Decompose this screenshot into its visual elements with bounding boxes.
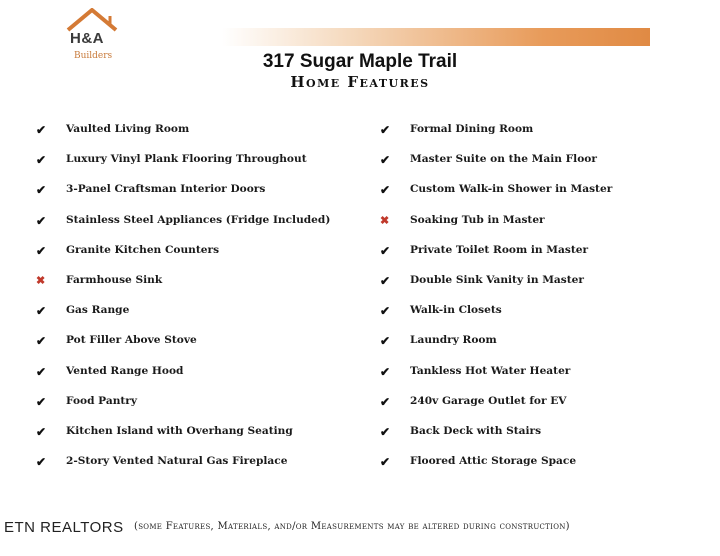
feature-label: Private Toilet Room in Master xyxy=(410,243,589,256)
checkmark-icon: ✔ xyxy=(380,424,391,439)
checkmark-icon: ✔ xyxy=(36,153,47,168)
feature-label: Stainless Steel Appliances (Fridge Included) xyxy=(66,213,331,226)
header-banner xyxy=(222,28,650,46)
checkmark-icon: ✔ xyxy=(380,304,391,319)
feature-label: 240v Garage Outlet for EV xyxy=(410,394,567,407)
checkmark-icon: ✔ xyxy=(36,334,47,349)
page-title: 317 Sugar Maple Trail xyxy=(262,51,458,72)
checkmark-icon: ✔ xyxy=(36,183,47,198)
checkmark-icon: ✔ xyxy=(380,394,391,409)
feature-label: Laundry Room xyxy=(410,334,497,347)
checkmark-icon: ✔ xyxy=(36,123,47,137)
feature-label: 3-Panel Craftsman Interior Doors xyxy=(66,183,266,196)
feature-label: Back Deck with Stairs xyxy=(410,424,542,437)
feature-label: Tankless Hot Water Heater xyxy=(410,364,571,377)
feature-label: Vented Range Hood xyxy=(66,364,184,377)
checkmark-icon: ✔ xyxy=(36,243,47,258)
checkmark-icon: ✔ xyxy=(380,334,391,349)
checkmark-icon: ✔ xyxy=(380,183,391,198)
feature-label: Kitchen Island with Overhang Seating xyxy=(66,424,293,437)
feature-label: Formal Dining Room xyxy=(410,123,534,135)
checkmark-icon: ✔ xyxy=(380,243,391,258)
feature-label: Farmhouse Sink xyxy=(66,273,163,286)
checkmark-icon: ✔ xyxy=(380,153,391,168)
feature-label: Luxury Vinyl Plank Flooring Throughout xyxy=(66,153,307,166)
feature-label: Walk-in Closets xyxy=(410,304,502,317)
feature-label: Food Pantry xyxy=(66,394,138,407)
checkmark-icon: ✔ xyxy=(36,394,47,409)
feature-label: Gas Range xyxy=(66,304,130,317)
feature-label: Soaking Tub in Master xyxy=(410,213,545,226)
checkmark-icon: ✔ xyxy=(380,123,391,137)
realtor-brand: ETN REALTORS xyxy=(4,519,124,536)
feature-label: Floored Attic Storage Space xyxy=(410,455,577,468)
feature-label: Granite Kitchen Counters xyxy=(66,243,220,256)
checkmark-icon: ✔ xyxy=(36,424,47,439)
cross-icon: ✖ xyxy=(36,273,46,287)
checkmark-icon: ✔ xyxy=(36,364,47,379)
cross-icon: ✖ xyxy=(380,213,390,227)
feature-label: Vaulted Living Room xyxy=(66,123,190,135)
feature-label: 2-Story Vented Natural Gas Fireplace xyxy=(66,455,288,468)
checkmark-icon: ✔ xyxy=(380,455,391,470)
disclaimer-note: (some Features, Materials, and/or Measurements may be altered during construction) xyxy=(134,521,570,532)
checkmark-icon: ✔ xyxy=(36,213,47,228)
feature-label: Double Sink Vanity in Master xyxy=(410,273,584,286)
checkmark-icon: ✔ xyxy=(380,364,391,379)
feature-label: Master Suite on the Main Floor xyxy=(410,153,597,166)
feature-label: Custom Walk-in Shower in Master xyxy=(410,183,613,196)
feature-label: Pot Filler Above Stove xyxy=(66,334,197,347)
logo-subtext: Builders xyxy=(74,51,113,61)
checkmark-icon: ✔ xyxy=(36,455,47,470)
page-subtitle: Home Features xyxy=(290,73,430,91)
logo-text: H&A xyxy=(70,30,104,47)
checkmark-icon: ✔ xyxy=(380,273,391,288)
checkmark-icon: ✔ xyxy=(36,304,47,319)
